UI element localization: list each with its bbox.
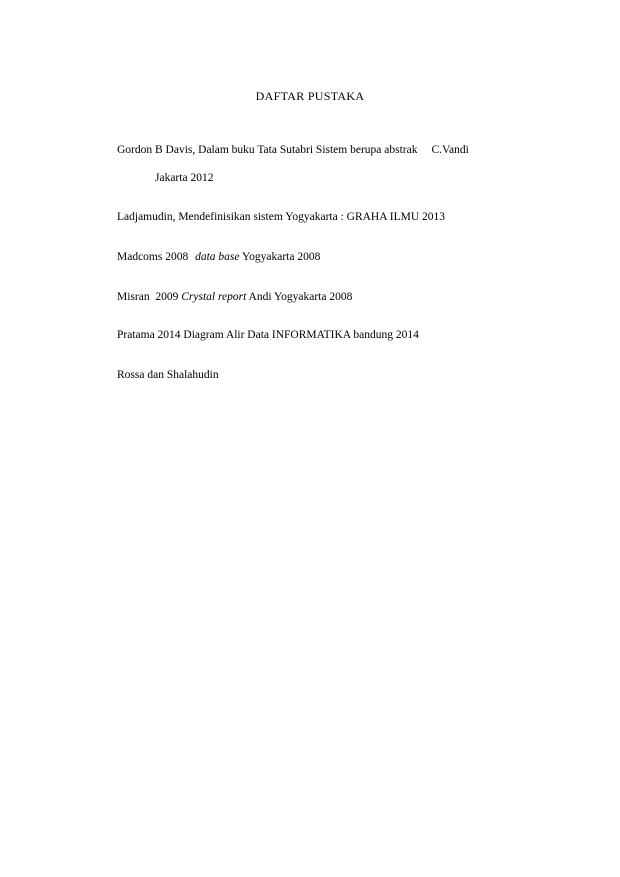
reference-entry-pratama: Pratama 2014 Diagram Alir Data INFORMATIKA bandung 2014 [117, 329, 419, 341]
reference-entry-davis [117, 144, 469, 156]
reference-rest: Yogyakarta 2008 [241, 251, 321, 263]
reference-publisher: C.Vandi [431, 144, 469, 156]
reference-entry-davis-continuation: Jakarta 2012 [155, 172, 214, 184]
reference-entry-rossa: Rossa dan Shalahudin [117, 369, 219, 381]
reference-author-year: Madcoms 2008 [117, 251, 189, 263]
reference-italic-title: data base [195, 251, 240, 263]
reference-entry-misran [117, 291, 352, 303]
reference-author-year: Misran 2009 [117, 291, 179, 303]
reference-entry-madcoms [117, 251, 320, 263]
page-title: DAFTAR PUSTAKA [255, 89, 365, 103]
reference-entry-ladjamudin: Ladjamudin, Mendefinisikan sistem Yogyakarta : GRAHA ILMU 2013 [117, 211, 446, 223]
reference-italic-title: Crystal report [181, 291, 247, 303]
reference-text: Gordon B Davis, Dalam buku Tata Sutabri Sistem berupa abstrak [117, 144, 418, 156]
reference-rest: Andi Yogyakarta 2008 [248, 291, 353, 303]
